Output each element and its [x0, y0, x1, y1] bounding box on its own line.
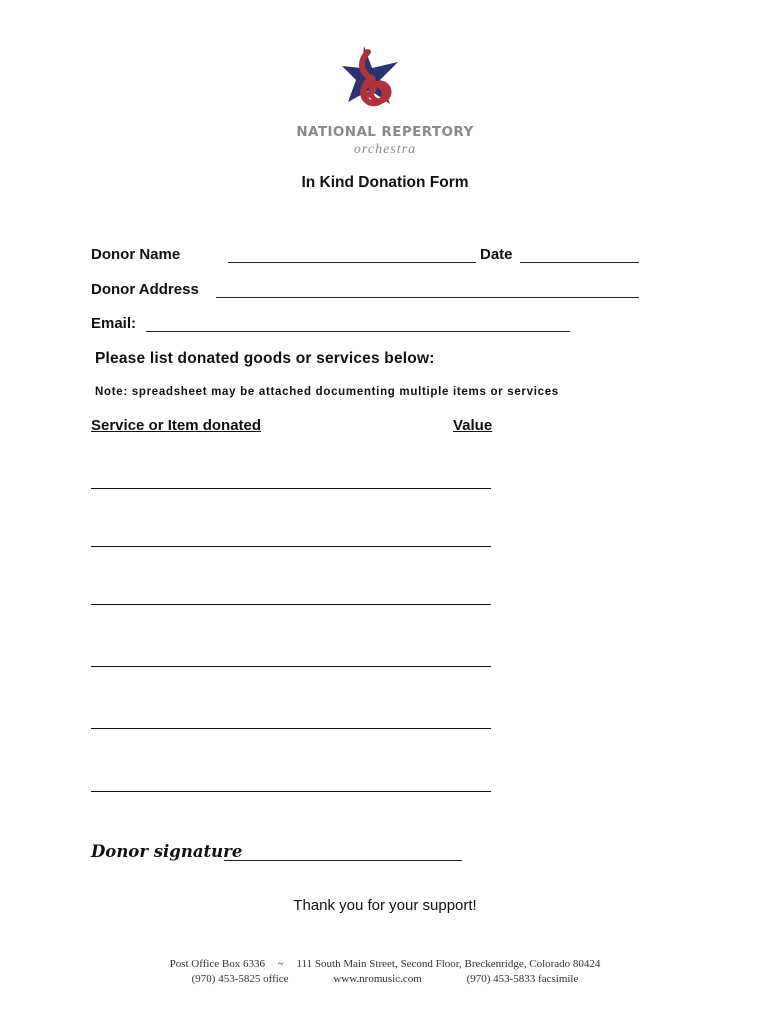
list-heading: Please list donated goods or services below: [95, 350, 435, 367]
donor-signature-field[interactable] [224, 860, 462, 861]
email-label: Email: [91, 315, 137, 332]
donor-signature-label: Donor signature [91, 842, 243, 861]
org-name: NATIONAL REPERTORY [296, 124, 474, 140]
form-title: In Kind Donation Form [301, 174, 469, 191]
attachment-note: Note: spreadsheet may be attached documenting multiple items or services [95, 386, 559, 398]
footer-address-line [0, 958, 770, 970]
entry-row-line[interactable] [91, 604, 491, 605]
entry-row-line[interactable] [91, 546, 491, 547]
date-field[interactable] [520, 262, 639, 263]
email-field[interactable] [146, 331, 570, 332]
entry-row-line[interactable] [91, 666, 491, 667]
thank-you-text: Thank you for your support! [293, 897, 477, 914]
donor-address-label: Donor Address [91, 281, 199, 298]
footer-separator: ~ [277, 958, 284, 970]
footer-street-address: 111 South Main Street, Second Floor, Breckenridge, Colorado 80424 [296, 958, 601, 970]
footer-phone: (970) 453-5825 office [191, 973, 289, 985]
orchestra-logo-icon [330, 42, 430, 120]
item-column-header: Service or Item donated [91, 417, 262, 434]
footer-contact-line [0, 973, 770, 985]
entry-row-line[interactable] [91, 728, 491, 729]
entry-row-line[interactable] [91, 791, 491, 792]
org-subtitle: orchestra [353, 142, 417, 157]
footer-fax: (970) 453-5833 facsimile [466, 973, 579, 985]
footer-website[interactable]: www.nromusic.com [333, 973, 422, 985]
donor-name-field[interactable] [228, 262, 476, 263]
donor-name-label: Donor Name [91, 246, 181, 263]
entry-row-line[interactable] [91, 488, 491, 489]
footer-po-box: Post Office Box 6336 [169, 958, 266, 970]
donor-address-field[interactable] [216, 297, 639, 298]
date-label: Date [480, 246, 513, 263]
value-column-header: Value [453, 417, 493, 434]
